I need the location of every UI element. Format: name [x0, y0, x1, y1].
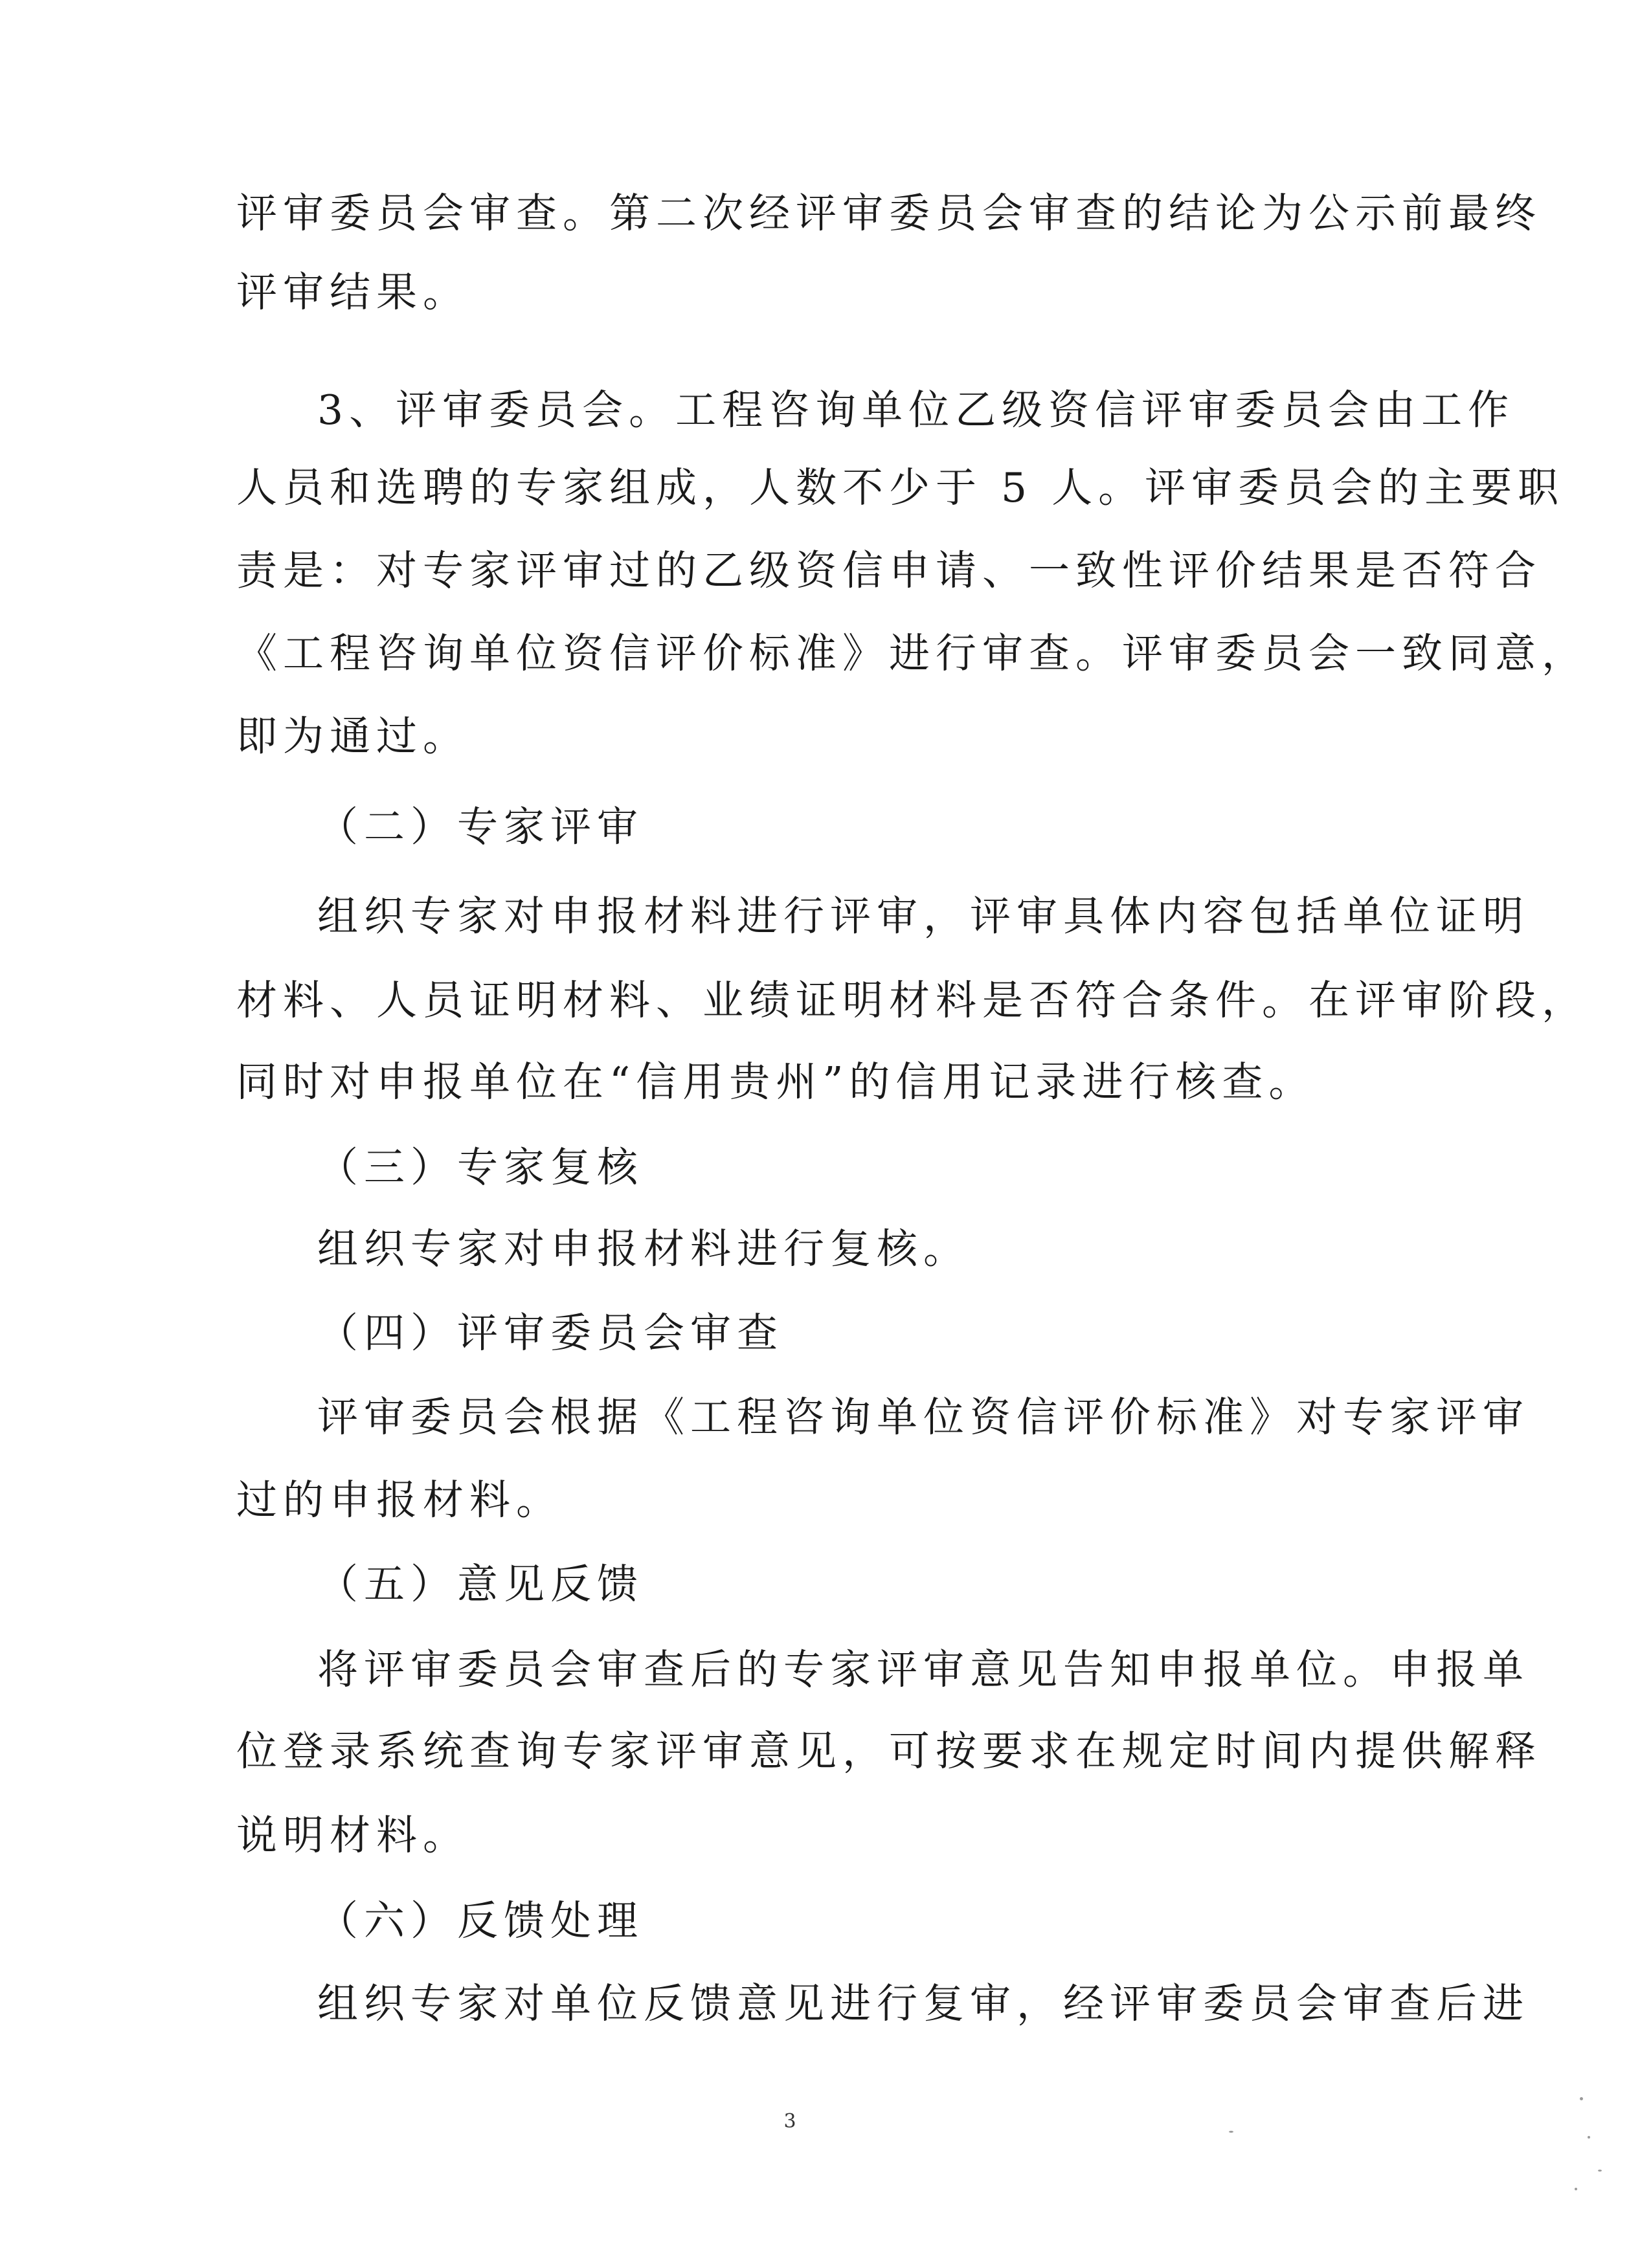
paragraph-line: 评审结果。 — [236, 269, 469, 316]
section-heading: （六）反馈处理 — [317, 1897, 644, 1944]
paragraph-line: 组织专家对申报材料进行复核。 — [317, 1225, 970, 1273]
section-heading: （四）评审委员会审查 — [317, 1309, 783, 1357]
paragraph-line: 《工程咨询单位资信评价标准》进行审查。评审委员会一致同意， — [236, 630, 1588, 677]
page-number: 3 — [783, 2110, 796, 2133]
paragraph-line: 将评审委员会审查后的专家评审意见告知申报单位。申报单 — [317, 1646, 1529, 1693]
section-heading: （三）专家复核 — [317, 1144, 644, 1191]
paragraph-line: 责是：对专家评审过的乙级资信申请、一致性评价结果是否符合 — [236, 547, 1542, 594]
paragraph-line: 同时对申报单位在“信用贵州”的信用记录进行核查。 — [236, 1058, 1316, 1106]
paragraph-line: 即为通过。 — [236, 713, 469, 760]
paragraph-line: 组织专家对申报材料进行评审，评审具体内容包括单位证明 — [317, 893, 1529, 940]
section-heading: （二）专家评审 — [317, 803, 644, 850]
paragraph-line: 过的申报材料。 — [236, 1476, 563, 1524]
paragraph-line: 位登录系统查询专家评审意见，可按要求在规定时间内提供解释 — [236, 1728, 1542, 1775]
paragraph-line: 评审委员会审查。第二次经评审委员会审查的结论为公示前最终 — [236, 190, 1542, 237]
paragraph-line: 说明材料。 — [236, 1812, 469, 1859]
scan-speck — [1575, 2188, 1577, 2190]
paragraph-line: 人员和选聘的专家组成，人数不少于 5 人。评审委员会的主要职 — [236, 464, 1565, 511]
scan-speck — [1598, 2170, 1602, 2172]
scan-speck — [1588, 2136, 1590, 2139]
scan-speck — [1229, 2131, 1233, 2133]
section-heading: （五）意见反馈 — [317, 1561, 644, 1608]
paragraph-line: 3、评审委员会。工程咨询单位乙级资信评审委员会由工作 — [317, 386, 1515, 434]
scan-speck — [1580, 2097, 1583, 2100]
paragraph-line: 组织专家对单位反馈意见进行复审，经评审委员会审查后进 — [317, 1980, 1529, 2027]
paragraph-line: 材料、人员证明材料、业绩证明材料是否符合条件。在评审阶段， — [236, 977, 1588, 1024]
paragraph-line: 评审委员会根据《工程咨询单位资信评价标准》对专家评审 — [317, 1394, 1529, 1441]
